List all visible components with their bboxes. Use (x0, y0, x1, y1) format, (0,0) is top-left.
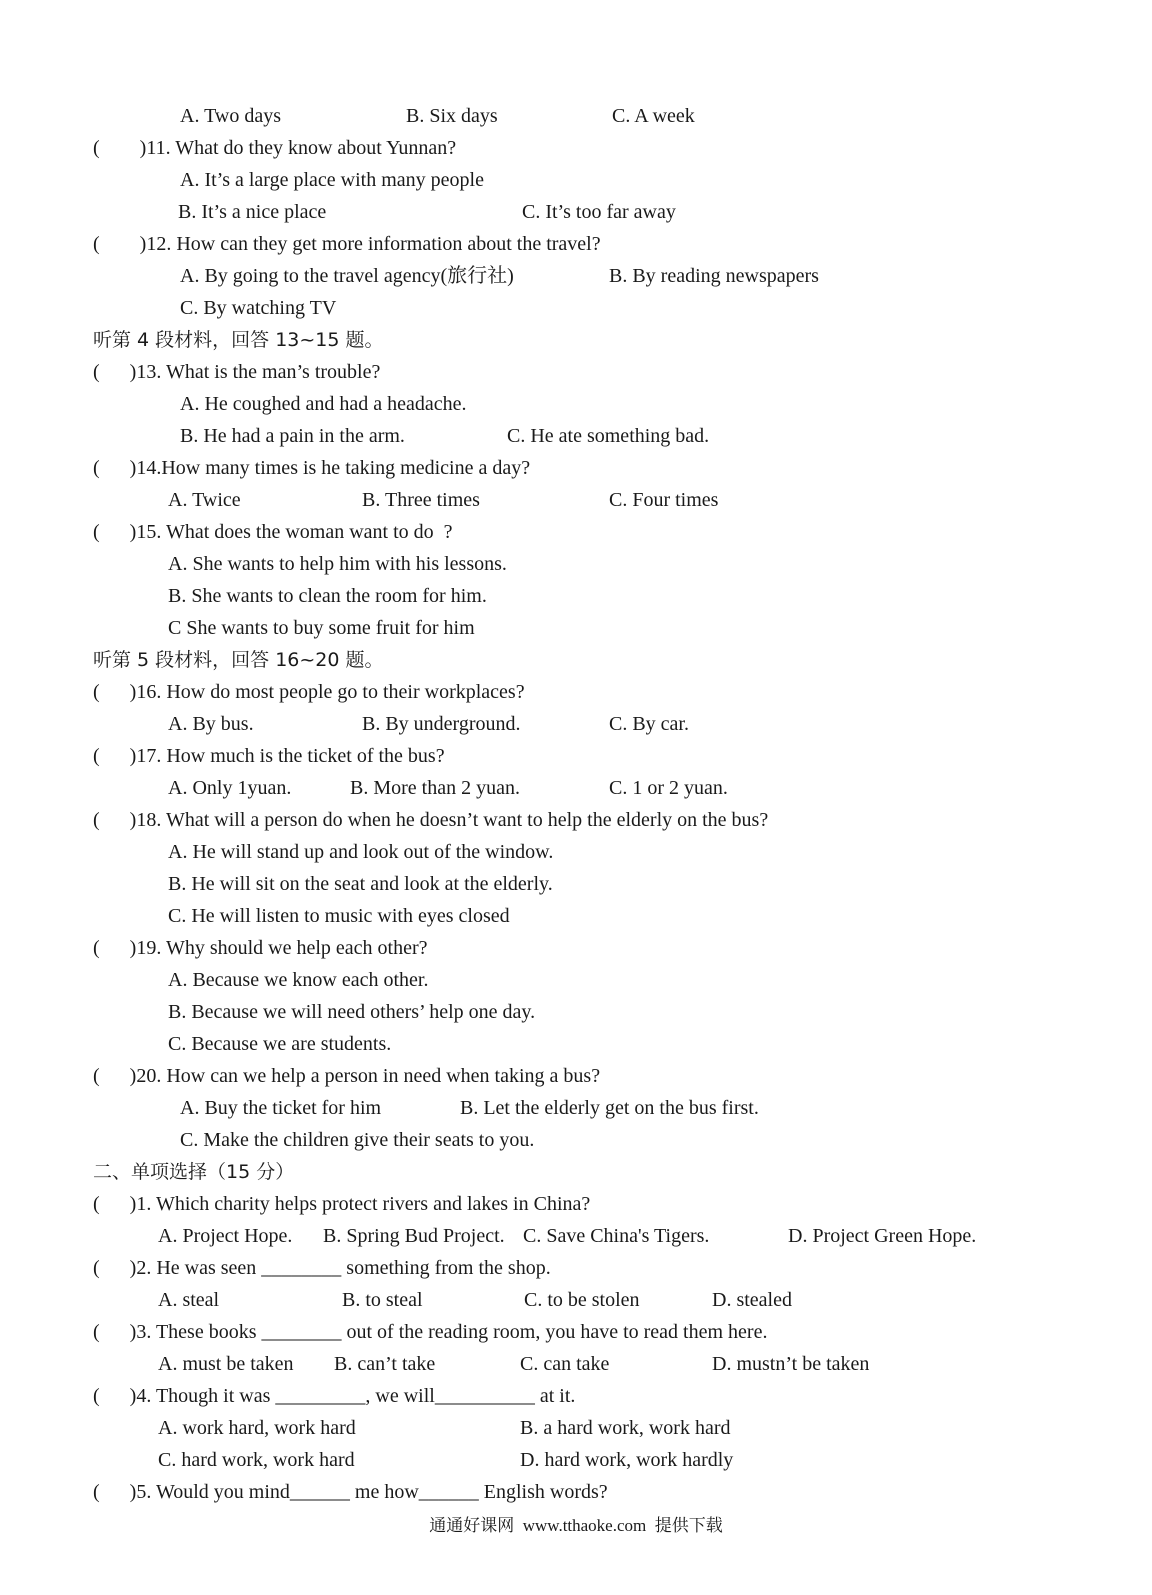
text-line: D. hard work, work hardly (520, 1449, 734, 1471)
text-line: C. It’s too far away (522, 201, 676, 223)
text-line: C. A week (612, 105, 695, 127)
text-line: ( )17. How much is the ticket of the bus? (93, 745, 445, 767)
text-line: D. stealed (712, 1289, 792, 1311)
text-line: A. Two days (180, 105, 282, 127)
text-line: A. must be taken (158, 1353, 294, 1375)
text-line: C. to be stolen (524, 1289, 640, 1311)
text-line: B. Six days (406, 105, 498, 127)
section-heading: 听第 4 段材料，回答 13~15 题。 (93, 329, 384, 351)
text-line: B. He will sit on the seat and look at the elderly. (168, 873, 553, 895)
text-line: C. He ate something bad. (507, 425, 710, 447)
text-line: C. hard work, work hard (158, 1449, 355, 1471)
text-line: C. 1 or 2 yuan. (609, 777, 728, 799)
text-line: A. Only 1yuan. (168, 777, 292, 799)
text-line: C. Make the children give their seats to you. (180, 1129, 535, 1151)
text-line: B. Because we will need others’ help one day. (168, 1001, 536, 1023)
text-line: ( )12. How can they get more information about the travel? (93, 233, 601, 255)
text-line: ( )15. What does the woman want to do ? (93, 521, 453, 543)
text-line: A. Buy the ticket for him (180, 1097, 382, 1119)
text-line: D. mustn’t be taken (712, 1353, 870, 1375)
text-line: A. It’s a large place with many people (180, 169, 484, 191)
text-line: ( )19. Why should we help each other? (93, 937, 428, 959)
text-line: C. He will listen to music with eyes closed (168, 905, 510, 927)
text-line: ( )4. Though it was _________, we will__________ at it. (93, 1385, 576, 1407)
text-line: B. Three times (362, 489, 480, 511)
text-line: ( )2. He was seen ________ something from the shop. (93, 1257, 551, 1279)
text-line: B. to steal (342, 1289, 423, 1311)
page-footer: 通通好课网 www.tthaoke.com 提供下载 (429, 1516, 723, 1535)
text-line: C. Four times (609, 489, 719, 511)
text-line: B. She wants to clean the room for him. (168, 585, 487, 607)
text-line: A. He coughed and had a headache. (180, 393, 467, 415)
section-heading: 听第 5 段材料，回答 16~20 题。 (93, 649, 384, 671)
text-line: B. He had a pain in the arm. (180, 425, 405, 447)
text-line: B. More than 2 yuan. (350, 777, 520, 799)
text-line: A. Twice (168, 489, 241, 511)
text-line: ( )5. Would you mind______ me how______ English words? (93, 1481, 608, 1503)
text-line: ( )20. How can we help a person in need when taking a bus? (93, 1065, 601, 1087)
text-line: A. By bus. (168, 713, 254, 735)
section-heading: 二、单项选择（15 分） (93, 1161, 295, 1183)
text-line: A. By going to the travel agency(旅行社) (180, 265, 514, 287)
text-line: ( )3. These books ________ out of the reading room, you have to read them here. (93, 1321, 768, 1343)
text-line: A. She wants to help him with his lessons. (168, 553, 507, 575)
text-line: A. Because we know each other. (168, 969, 429, 991)
text-line: A. He will stand up and look out of the window. (168, 841, 554, 863)
text-line: ( )13. What is the man’s trouble? (93, 361, 381, 383)
text-line: B. By underground. (362, 713, 521, 735)
text-line: B. can’t take (334, 1353, 436, 1375)
text-line: C. By car. (609, 713, 689, 735)
text-line: D. Project Green Hope. (788, 1225, 977, 1247)
text-line: C. can take (520, 1353, 610, 1375)
text-line: A. steal (158, 1289, 220, 1311)
text-line: B. Spring Bud Project. (323, 1225, 505, 1247)
text-line: B. a hard work, work hard (520, 1417, 731, 1439)
text-line: B. It’s a nice place (178, 201, 327, 223)
text-line: ( )11. What do they know about Yunnan? (93, 137, 457, 159)
text-line: A. Project Hope. (158, 1225, 293, 1247)
text-line: C. By watching TV (180, 297, 337, 319)
text-line: C. Save China's Tigers. (523, 1225, 710, 1247)
text-line: ( )18. What will a person do when he doesn’t want to help the elderly on the bus? (93, 809, 769, 831)
text-line: A. work hard, work hard (158, 1417, 356, 1439)
text-line: B. By reading newspapers (609, 265, 819, 287)
text-line: C. Because we are students. (168, 1033, 392, 1055)
text-line: C She wants to buy some fruit for him (168, 617, 475, 639)
text-line: ( )1. Which charity helps protect rivers and lakes in China? (93, 1193, 591, 1215)
text-line: B. Let the elderly get on the bus first. (460, 1097, 759, 1119)
text-line: ( )14.How many times is he taking medicine a day? (93, 457, 531, 479)
text-line: ( )16. How do most people go to their workplaces? (93, 681, 525, 703)
